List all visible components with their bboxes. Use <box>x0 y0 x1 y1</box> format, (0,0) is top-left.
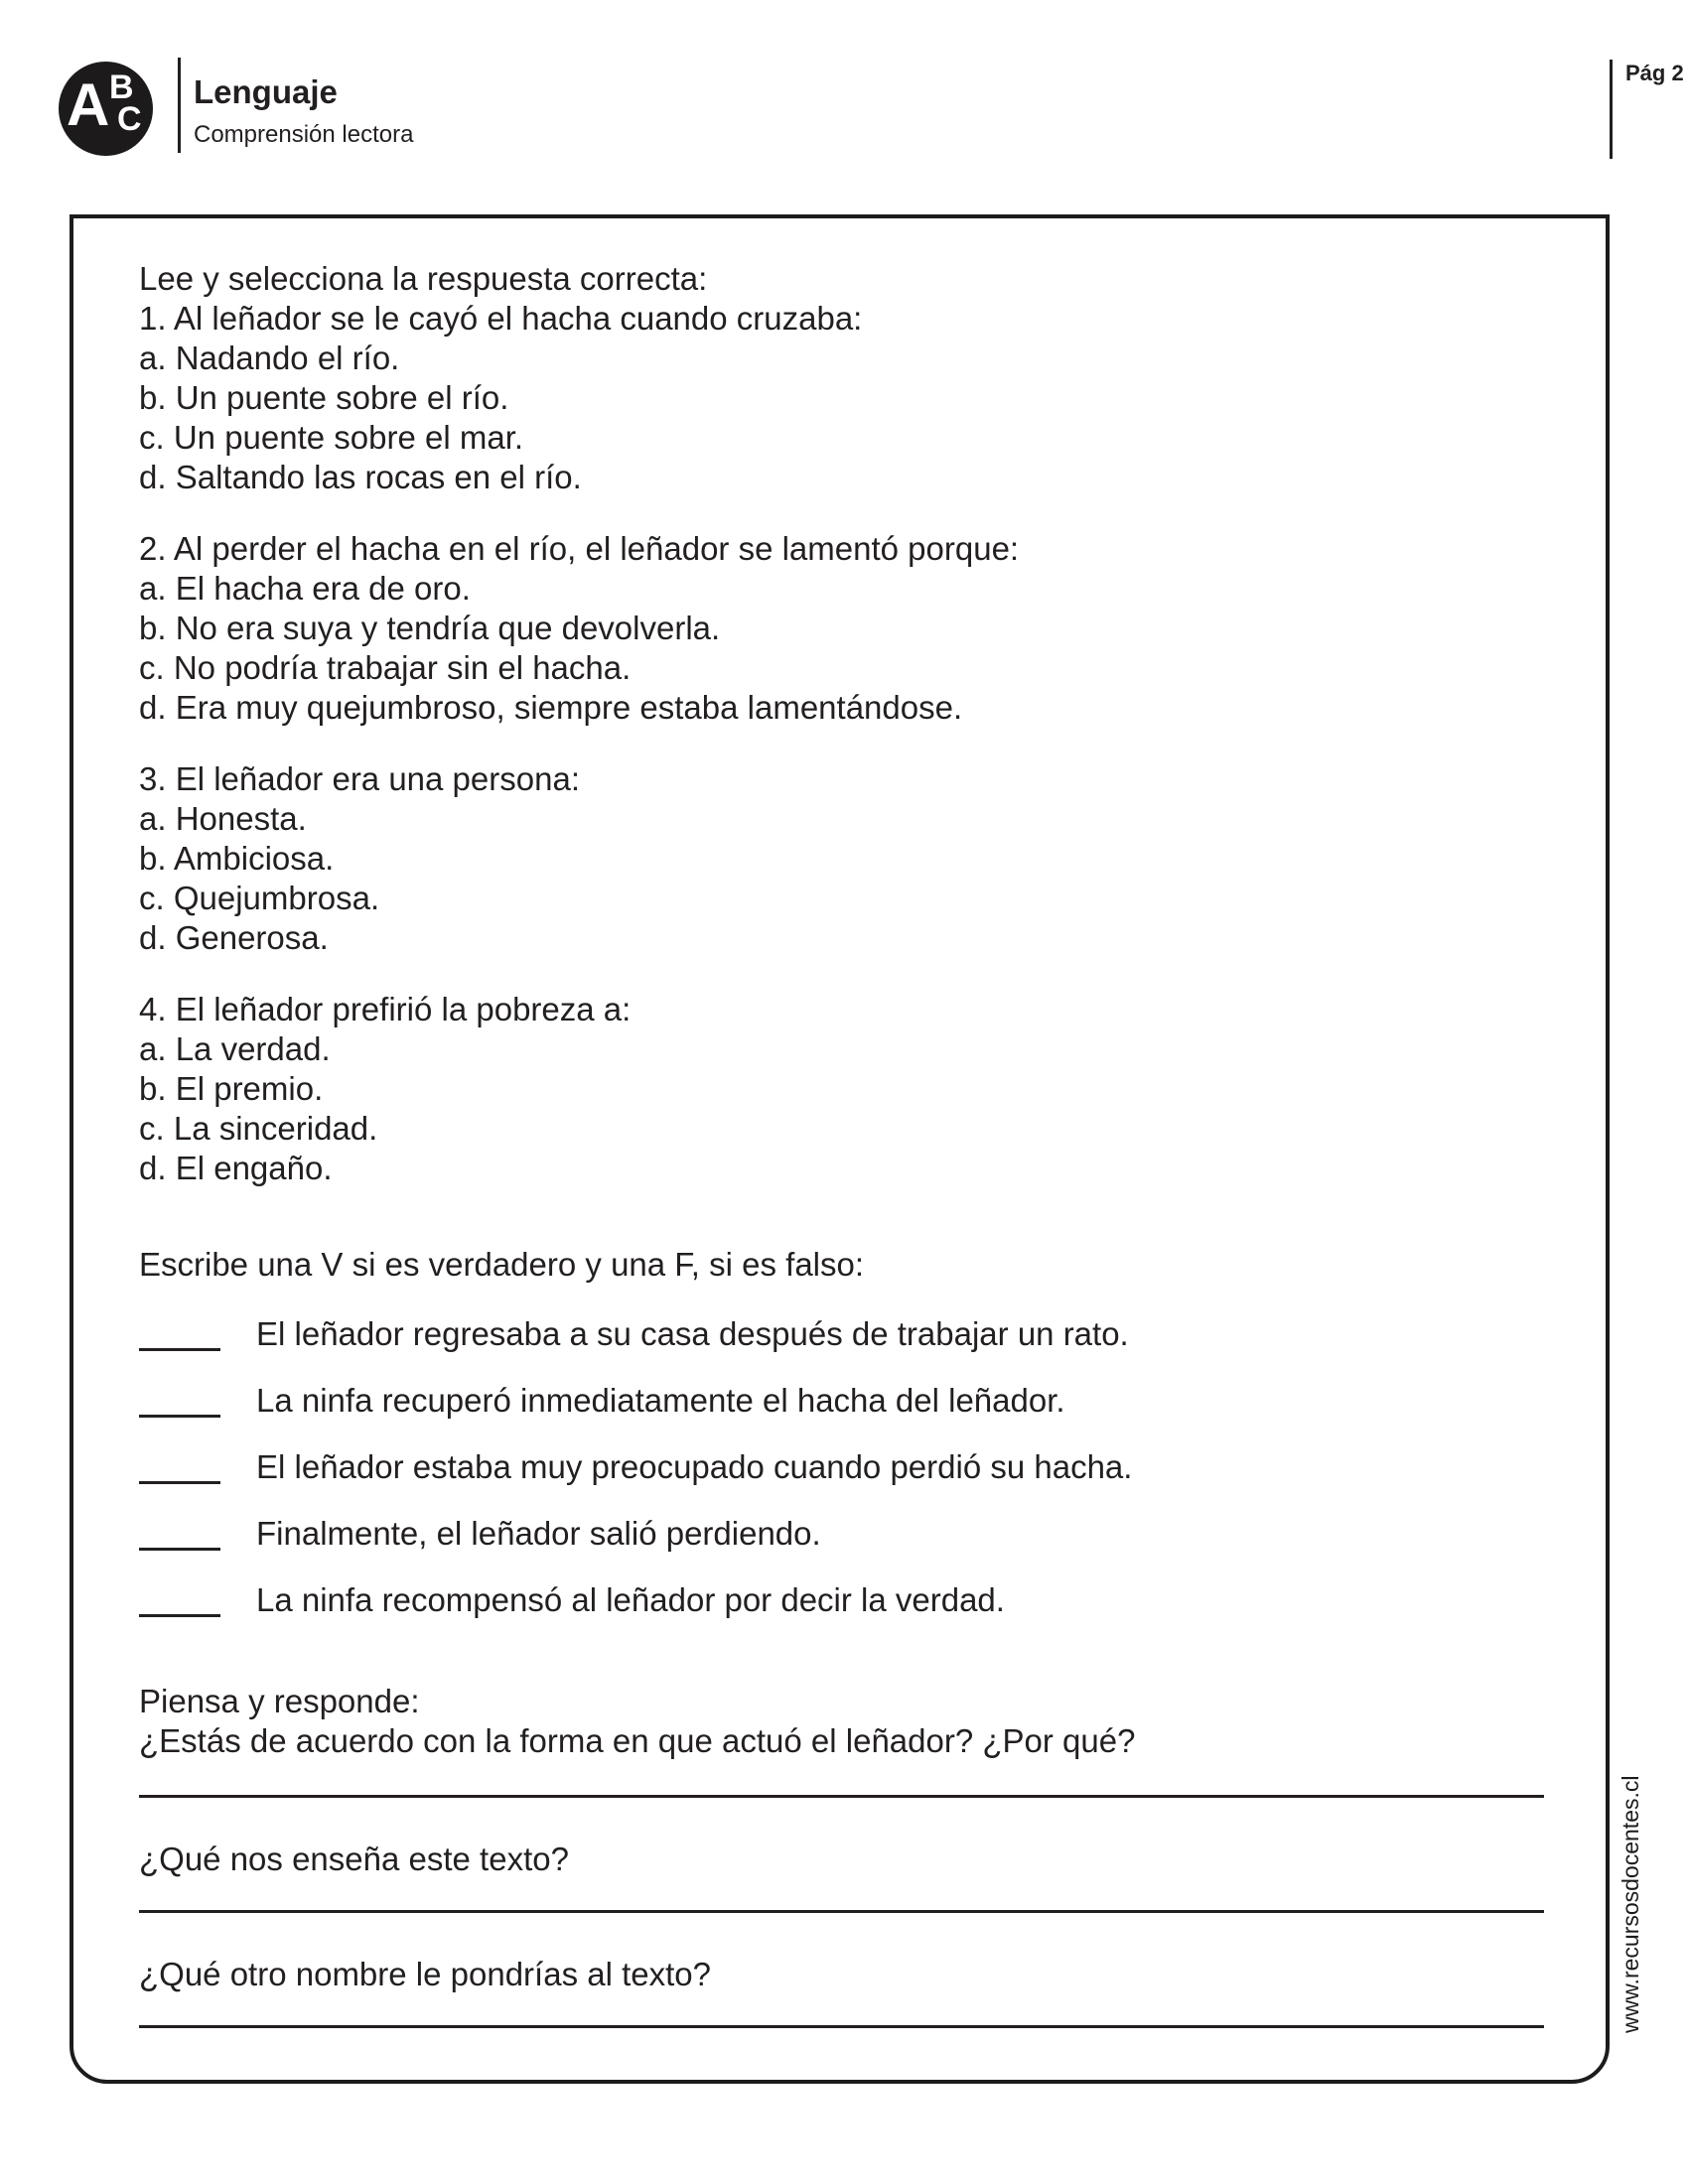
option-line <box>139 1149 1556 1188</box>
option-line <box>139 418 1556 458</box>
open-question: ¿Qué nos enseña este texto? <box>139 1841 569 1877</box>
option-line <box>139 1069 1556 1109</box>
option-line <box>139 609 1556 648</box>
website-url: www.recursosdocentes.cl <box>1618 1775 1643 2033</box>
open-instruction: Piensa y responde: <box>139 1683 420 1719</box>
answer-line <box>139 1910 1544 1913</box>
answer-line <box>139 2025 1544 2028</box>
tf-item-text: Finalmente, el leñador salió perdiendo. <box>256 1515 821 1552</box>
tf-blank <box>139 1343 220 1351</box>
option-text: El hacha era de oro. <box>175 570 471 607</box>
option-text: Quejumbrosa. <box>173 880 380 916</box>
option-text: Saltando las rocas en el río. <box>175 459 582 495</box>
question-text: Al perder el hacha en el río, el leñador se lamentó porque: <box>173 530 1020 567</box>
tf-item-text: El leñador estaba muy preocupado cuando perdió su hacha. <box>256 1448 1133 1485</box>
question-line <box>139 990 1556 1029</box>
abc-logo <box>59 62 153 156</box>
option-text: Generosa. <box>175 919 329 956</box>
option-letter: b. <box>139 840 167 877</box>
tf-item <box>139 1381 1556 1421</box>
tf-item <box>139 1314 1556 1354</box>
option-line <box>139 799 1556 839</box>
tf-blank <box>139 1609 220 1617</box>
tf-item-text: La ninfa recuperó inmediatamente el hacha del leñador. <box>256 1382 1065 1419</box>
question-number: 4. <box>139 991 167 1027</box>
option-letter: c. <box>139 1110 165 1147</box>
option-line <box>139 458 1556 497</box>
option-letter: d. <box>139 459 167 495</box>
option-letter: c. <box>139 880 165 916</box>
tf-item <box>139 1580 1556 1620</box>
tf-item <box>139 1447 1556 1487</box>
option-letter: a. <box>139 570 167 607</box>
header-divider <box>178 58 181 153</box>
option-text: Un puente sobre el mar. <box>173 419 524 456</box>
tf-blank <box>139 1476 220 1484</box>
option-letter: c. <box>139 649 165 686</box>
mc-instruction: Lee y selecciona la respuesta correcta: <box>139 260 708 297</box>
logo-letter-b: B <box>109 68 134 106</box>
worksheet-frame <box>70 214 1610 2084</box>
page-number-label: Pág 2 <box>1625 61 1684 85</box>
option-letter: d. <box>139 689 167 726</box>
option-text: Honesta. <box>175 800 307 837</box>
option-text: Un puente sobre el río. <box>175 379 509 416</box>
option-text: El premio. <box>175 1070 324 1107</box>
subject-subtitle: Comprensión lectora <box>194 121 414 148</box>
subject-title: Lenguaje <box>194 73 338 110</box>
option-letter: a. <box>139 1030 167 1067</box>
option-line <box>139 339 1556 378</box>
mc-question-block-2 <box>139 529 1556 728</box>
option-text: Ambiciosa. <box>173 840 335 877</box>
option-text: No podría trabajar sin el hacha. <box>173 649 632 686</box>
option-letter: b. <box>139 1070 167 1107</box>
question-text: El leñador prefirió la pobreza a: <box>175 991 632 1027</box>
mc-question-block-3 <box>139 759 1556 958</box>
option-letter: a. <box>139 340 167 376</box>
option-line <box>139 839 1556 879</box>
option-line <box>139 569 1556 609</box>
logo-letter-a: A <box>67 71 110 138</box>
option-line <box>139 879 1556 918</box>
option-text: Era muy quejumbroso, siempre estaba lamentándose. <box>175 689 963 726</box>
option-line <box>139 378 1556 418</box>
question-text: Al leñador se le cayó el hacha cuando cruzaba: <box>173 300 863 337</box>
answer-line <box>139 1795 1544 1798</box>
option-line <box>139 1029 1556 1069</box>
mc-question-block-1 <box>139 299 1556 497</box>
option-text: La verdad. <box>175 1030 331 1067</box>
option-text: La sinceridad. <box>173 1110 378 1147</box>
option-text: No era suya y tendría que devolverla. <box>175 610 721 646</box>
page-number-divider <box>1610 60 1613 159</box>
question-number: 3. <box>139 760 167 797</box>
option-letter: d. <box>139 1150 167 1186</box>
option-line <box>139 1109 1556 1149</box>
question-line <box>139 299 1556 339</box>
open-question: ¿Qué otro nombre le pondrías al texto? <box>139 1956 711 1992</box>
option-text: El engaño. <box>175 1150 333 1186</box>
question-line <box>139 759 1556 799</box>
option-line <box>139 918 1556 958</box>
option-letter: d. <box>139 919 167 956</box>
mc-question-block-4 <box>139 990 1556 1188</box>
logo-letter-c: C <box>117 100 142 138</box>
tf-instruction: Escribe una V si es verdadero y una F, si es falso: <box>139 1246 865 1283</box>
tf-blank <box>139 1543 220 1551</box>
option-line <box>139 648 1556 688</box>
question-line <box>139 529 1556 569</box>
tf-item-text: La ninfa recompensó al leñador por decir la verdad. <box>256 1581 1005 1618</box>
question-number: 2. <box>139 530 167 567</box>
option-letter: b. <box>139 379 167 416</box>
tf-item <box>139 1514 1556 1554</box>
option-line <box>139 688 1556 728</box>
tf-blank <box>139 1410 220 1418</box>
option-text: Nadando el río. <box>175 340 400 376</box>
option-letter: c. <box>139 419 165 456</box>
question-text: El leñador era una persona: <box>175 760 580 797</box>
open-question: ¿Estás de acuerdo con la forma en que actuó el leñador? ¿Por qué? <box>139 1722 1136 1759</box>
option-letter: a. <box>139 800 167 837</box>
option-letter: b. <box>139 610 167 646</box>
tf-item-text: El leñador regresaba a su casa después de trabajar un rato. <box>256 1315 1129 1352</box>
question-number: 1. <box>139 300 167 337</box>
